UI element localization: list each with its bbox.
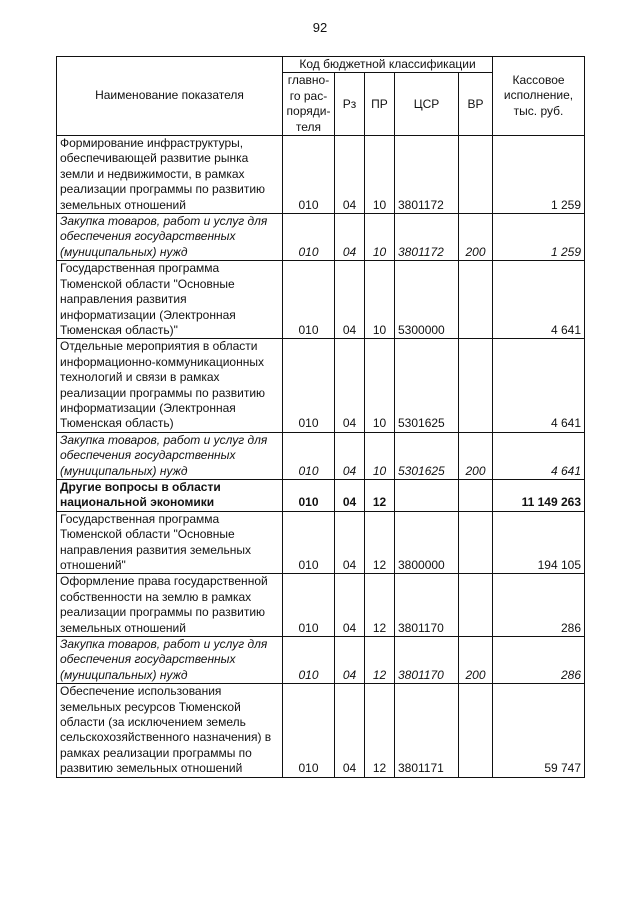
- row-pr: 10: [365, 136, 395, 214]
- table-row: [57, 684, 585, 777]
- row-pr: 12: [365, 684, 395, 777]
- row-name: Государственная программа Тюменской области "Основные направления развития информатизации (Электронная Тюменская область)": [57, 261, 283, 339]
- header-pr: ПР: [365, 73, 395, 136]
- row-pr: 12: [365, 637, 395, 684]
- row-vr: 200: [459, 637, 493, 684]
- table-row: [57, 214, 585, 261]
- row-csr: 5301625: [395, 339, 459, 432]
- budget-table: [56, 56, 585, 778]
- row-sum: 4 641: [493, 432, 585, 479]
- row-sum: 286: [493, 637, 585, 684]
- row-pr: 12: [365, 511, 395, 574]
- row-vr: [459, 574, 493, 637]
- table-row: [57, 574, 585, 637]
- row-csr: 3801172: [395, 136, 459, 214]
- row-name: Государственная программа Тюменской области "Основные направления развития земельных отношений": [57, 511, 283, 574]
- row-rz: 04: [335, 684, 365, 777]
- row-name: Формирование инфраструктуры, обеспечивающей развитие рынка земли и недвижимости, в рамках реализации программы по развитию земельных отношений: [57, 136, 283, 214]
- row-grs: 010: [283, 479, 335, 511]
- row-rz: 04: [335, 511, 365, 574]
- row-vr: [459, 511, 493, 574]
- row-csr: 3800000: [395, 511, 459, 574]
- table-row: [57, 432, 585, 479]
- row-csr: 3801170: [395, 574, 459, 637]
- row-name: Закупка товаров, работ и услуг для обеспечения государственных (муниципальных) нужд: [57, 214, 283, 261]
- row-rz: 04: [335, 574, 365, 637]
- row-name: Закупка товаров, работ и услуг для обеспечения государственных (муниципальных) нужд: [57, 432, 283, 479]
- row-sum: 4 641: [493, 261, 585, 339]
- row-sum: 194 105: [493, 511, 585, 574]
- row-pr: 12: [365, 574, 395, 637]
- row-rz: 04: [335, 136, 365, 214]
- row-sum: 59 747: [493, 684, 585, 777]
- row-grs: 010: [283, 637, 335, 684]
- table-row: [57, 339, 585, 432]
- row-rz: 04: [335, 432, 365, 479]
- row-rz: 04: [335, 261, 365, 339]
- row-vr: [459, 136, 493, 214]
- header-csr: ЦСР: [395, 73, 459, 136]
- table-row: [57, 479, 585, 511]
- row-rz: 04: [335, 339, 365, 432]
- row-pr: 10: [365, 339, 395, 432]
- header-sum: [493, 57, 585, 136]
- row-grs: 010: [283, 261, 335, 339]
- row-name: Отдельные мероприятия в области информационно-коммуникационных технологий и связи в рамках реализации программы по развитию информатизации (Электронная Тюменская область): [57, 339, 283, 432]
- row-grs: 010: [283, 432, 335, 479]
- row-pr: 10: [365, 214, 395, 261]
- row-vr: [459, 261, 493, 339]
- row-vr: [459, 479, 493, 511]
- row-grs: 010: [283, 136, 335, 214]
- row-grs: 010: [283, 339, 335, 432]
- row-name: Оформление права государственной собственности на землю в рамках реализации программы по развитию земельных отношений: [57, 574, 283, 637]
- header-code-group: Код бюджетной классификации: [283, 57, 493, 73]
- row-rz: 04: [335, 479, 365, 511]
- row-vr: 200: [459, 432, 493, 479]
- row-csr: 5301625: [395, 432, 459, 479]
- table-row: [57, 637, 585, 684]
- header-name: Наименование показателя: [57, 57, 283, 136]
- row-csr: [395, 479, 459, 511]
- row-name: Другие вопросы в области национальной экономики: [57, 479, 283, 511]
- row-sum: 286: [493, 574, 585, 637]
- header-grs-line: го рас-: [289, 88, 328, 103]
- row-grs: 010: [283, 574, 335, 637]
- header-sum-line: исполнение,: [503, 88, 574, 103]
- row-csr: 3801171: [395, 684, 459, 777]
- row-vr: [459, 339, 493, 432]
- row-grs: 010: [283, 511, 335, 574]
- page-number: 92: [312, 20, 328, 35]
- row-name: Закупка товаров, работ и услуг для обеспечения государственных (муниципальных) нужд: [57, 637, 283, 684]
- header-grs: [283, 73, 335, 136]
- row-vr: [459, 684, 493, 777]
- row-csr: 3801170: [395, 637, 459, 684]
- row-name: Обеспечение использования земельных ресурсов Тюменской области (за исключением земель сельскохозяйственного назначения) в рамках реализации программы по развитию земельных отношений: [57, 684, 283, 777]
- row-grs: 010: [283, 214, 335, 261]
- table-row: [57, 511, 585, 574]
- header-grs-line: главно-: [287, 73, 330, 88]
- row-sum: 1 259: [493, 136, 585, 214]
- row-grs: 010: [283, 684, 335, 777]
- row-rz: 04: [335, 637, 365, 684]
- row-pr: 12: [365, 479, 395, 511]
- row-pr: 10: [365, 432, 395, 479]
- header-rz: Рз: [335, 73, 365, 136]
- row-csr: 5300000: [395, 261, 459, 339]
- header-sum-line: Кассовое: [512, 72, 565, 87]
- table-body: [57, 136, 585, 778]
- row-pr: 10: [365, 261, 395, 339]
- table-row: [57, 261, 585, 339]
- row-sum: 4 641: [493, 339, 585, 432]
- header-grs-line: теля: [295, 119, 322, 134]
- row-csr: 3801172: [395, 214, 459, 261]
- row-sum: 11 149 263: [493, 479, 585, 511]
- row-sum: 1 259: [493, 214, 585, 261]
- row-rz: 04: [335, 214, 365, 261]
- header-grs-line: поряди-: [286, 104, 331, 119]
- row-vr: 200: [459, 214, 493, 261]
- header-sum-line: тыс. руб.: [513, 103, 564, 118]
- header-vr: ВР: [459, 73, 493, 136]
- table-row: [57, 136, 585, 214]
